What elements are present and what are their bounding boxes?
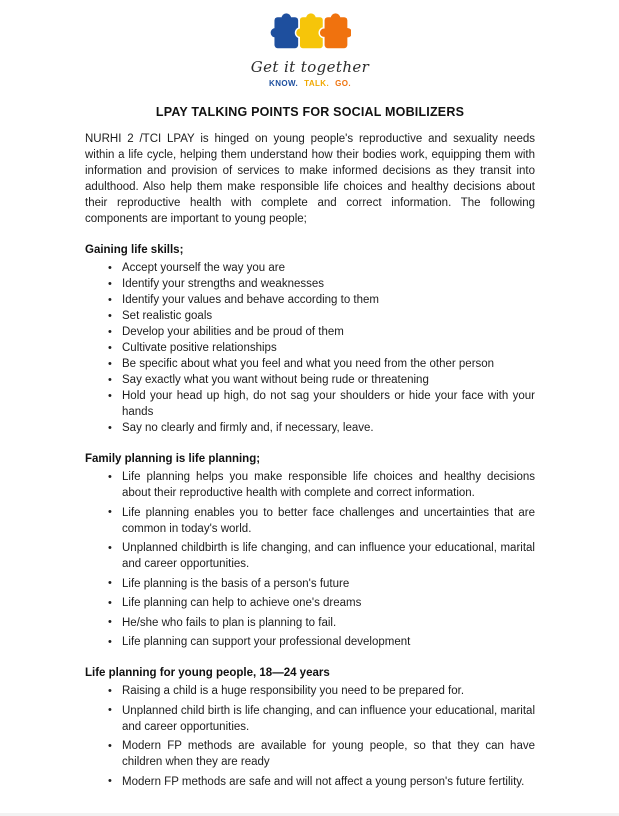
motto-word: KNOW. <box>269 79 299 88</box>
bullet-item <box>85 372 535 388</box>
bullet-text: Modern FP methods are safe and will not affect a young person's future fertility. <box>122 775 525 788</box>
section-heading: Family planning is life planning; <box>85 453 261 465</box>
bullet-text: Life planning can help to achieve one's dreams <box>122 597 362 609</box>
bullet-item <box>85 576 535 592</box>
bullet-item <box>85 276 535 292</box>
bullet-item <box>85 738 535 770</box>
bullet-text: Accept yourself the way you are <box>122 262 285 274</box>
bullet-list <box>85 260 535 436</box>
bullet-item <box>85 540 535 572</box>
bullet-item <box>85 505 535 537</box>
bullet-icon: • <box>108 739 112 752</box>
bullet-list <box>85 469 535 650</box>
bullet-text: Life planning is the basis of a person's future <box>122 577 350 590</box>
bullet-text: Life planning can support your professional development <box>122 636 411 648</box>
logo-tagline: Get it together <box>250 58 370 76</box>
bullet-text: Cultivate positive relationships <box>122 342 277 354</box>
bullet-item <box>85 420 535 436</box>
bullet-item <box>85 388 535 420</box>
bullet-icon: • <box>108 635 112 648</box>
logo-motto <box>85 78 535 89</box>
motto-word: TALK. <box>304 79 330 88</box>
bullet-item <box>85 595 535 611</box>
bullet-text: Be specific about what you feel and what you need from the other person <box>122 358 495 370</box>
bullet-icon: • <box>108 357 112 370</box>
intro-paragraph: NURHI 2 /TCI LPAY is hinged on young people's reproductive and sexuality needs within a life cycle, helping them understand how their bodies work, equipping them with information and provision of services to make informed decisions as they transit into adulthood. Also help them make responsible life choices and healthy decisions about their reproductive health with complete and correct information. The following components are important to young people; <box>85 133 535 225</box>
bullet-icon: • <box>108 293 112 306</box>
bullet-icon: • <box>108 341 112 354</box>
bullet-text: Say no clearly and firmly and, if necessary, leave. <box>122 422 374 434</box>
bullet-icon: • <box>108 704 112 716</box>
bullet-item <box>85 774 535 790</box>
bullet-icon: • <box>108 277 112 290</box>
bullet-icon: • <box>108 421 112 434</box>
bullet-text: Life planning enables you to better face challenges and uncertainties that are common in today's world. <box>122 506 535 535</box>
bullet-item <box>85 292 535 308</box>
bullet-icon: • <box>108 577 112 589</box>
bullet-list <box>85 683 535 790</box>
bullet-text: Hold your head up high, do not sag your shoulders or hide your face with your hands <box>122 390 535 418</box>
section-heading: Gaining life skills; <box>85 244 184 256</box>
bullet-icon: • <box>108 596 112 609</box>
bullet-icon: • <box>108 506 112 518</box>
logo <box>85 8 535 89</box>
bullet-text: Set realistic goals <box>122 310 213 322</box>
bullet-text: Life planning helps you make responsible life choices and healthy decisions about their reproductive health with complete and correct information. <box>122 471 535 499</box>
bullet-text: Develop your abilities and be proud of them <box>122 326 344 338</box>
document-section <box>85 451 535 650</box>
section-heading: Life planning for young people, 18—24 years <box>85 667 330 679</box>
bullet-icon: • <box>108 541 112 554</box>
bullet-text: Say exactly what you want without being rude or threatening <box>122 374 429 386</box>
document-section <box>85 665 535 790</box>
bullet-item <box>85 683 535 699</box>
bullet-item <box>85 260 535 276</box>
motto-word: GO. <box>335 79 351 88</box>
bullet-icon: • <box>108 309 112 322</box>
bullet-text: He/she who fails to plan is planning to fail. <box>122 616 337 629</box>
bullet-icon: • <box>108 470 112 483</box>
document-section <box>85 242 535 436</box>
page-title: LPAY TALKING POINTS FOR SOCIAL MOBILIZERS <box>155 105 465 119</box>
bullet-item <box>85 634 535 650</box>
bullet-text: Unplanned childbirth is life changing, and can influence your educational, marital and career opportunities. <box>122 542 535 570</box>
bullet-text: Identify your strengths and weaknesses <box>122 278 325 290</box>
bullet-text: Raising a child is a huge responsibility you need to be prepared for. <box>122 685 465 697</box>
bullet-text: Identify your values and behave according to them <box>122 294 379 306</box>
bullet-icon: • <box>108 389 112 402</box>
bullet-item <box>85 615 535 631</box>
bullet-text: Modern FP methods are available for young people, so that they can have children when they are ready <box>122 740 535 768</box>
bullet-text: Unplanned child birth is life changing, and can influence your educational, marital and career opportunities. <box>122 704 535 733</box>
bullet-icon: • <box>108 684 112 697</box>
bullet-icon: • <box>108 261 112 274</box>
bullet-icon: • <box>108 373 112 386</box>
puzzle-logo-icon <box>269 8 351 52</box>
bullet-icon: • <box>108 325 112 338</box>
bullet-icon: • <box>108 616 112 628</box>
bullet-icon: • <box>108 775 112 787</box>
bullet-item <box>85 703 535 735</box>
sections-container <box>85 242 535 790</box>
bullet-item <box>85 340 535 356</box>
bullet-item <box>85 469 535 501</box>
bullet-item <box>85 308 535 324</box>
bullet-item <box>85 356 535 372</box>
bullet-item <box>85 324 535 340</box>
